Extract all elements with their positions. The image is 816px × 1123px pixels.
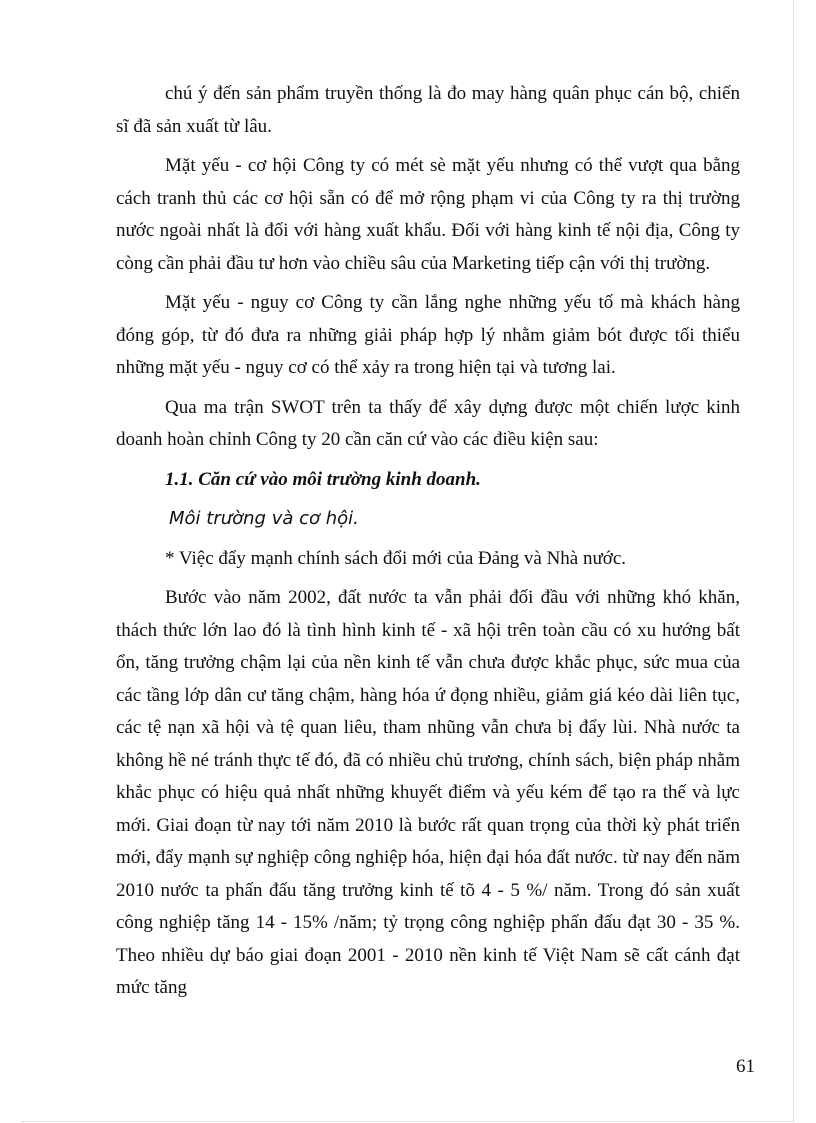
paragraph-weakness-opportunity: Mặt yếu - cơ hội Công ty có mét sè mặt yếu nhưng có thể vượt qua bằng cách tranh thủ các cơ hội sẵn có để mở rộng phạm vi của Công ty ra thị trường nước ngoài nhất là đối với hàng xuất khẩu. Đối với hàng kinh tế nội địa, Công ty còng cần phải đầu tư hơn vào chiều sâu của Marketing tiếp cận với thị trường. [116, 155, 740, 274]
body-paragraph: Bước vào năm 2002, đất nước ta vẫn phải đối đầu với những khó khăn, thách thức lớn lao đó là tình hình kinh tế - xã hội trên toàn cầu có xu hướng bất ổn, tăng trưởng chậm lại của nền kinh tế vẫn chưa được khắc phục, sức mua của các tầng lớp dân cư tăng chậm, hàng hóa ứ đọng nhiều, giảm giá kéo dài liên tục, các tệ nạn xã hội và tệ quan liêu, tham nhũng vẫn chưa bị đẩy lùi. Nhà nước ta không hề né tránh thực tế đó, đã có nhiều chủ trương, chính sách, biện pháp nhằm khắc phục có hiệu quả nhất những khuyết điểm và yếu kém để tạo ra thế và lực mới. Giai đoạn từ nay tới năm 2010 là bước rất quan trọng của thời kỳ phát triển mới, đẩy mạnh sự nghiệp công nghiệp hóa, hiện đại hóa đất nước. từ nay đến năm 2010 nước ta phấn đấu tăng trưởng kinh tế tõ 4 - 5 %/ năm. Trong đó sản xuất công nghiệp tăng 14 - 15% /năm; tỷ trọng công nghiệp phấn đấu đạt 30 - 35 %. Theo nhiều dự báo giai đoạn 2001 - 2010 nền kinh tế Việt Nam sẽ cất cánh đạt mức tăng [116, 587, 740, 998]
page-bottom-border [22, 1121, 794, 1122]
paragraph-continuation: chú ý đến sản phẩm truyền thống là đo may hàng quân phục cán bộ, chiến sĩ đã sản xuất từ lâu. [116, 83, 740, 137]
paragraph-weakness-threat: Mặt yếu - nguy cơ Công ty cần lắng nghe những yếu tố mà khách hàng đóng góp, từ đó đưa ra những giải pháp hợp lý nhằm giảm bót được tối thiểu những mặt yếu - nguy cơ có thể xảy ra trong hiện tại và tương lai. [116, 292, 740, 378]
bullet-item: * Việc đẩy mạnh chính sách đổi mới của Đảng và Nhà nước. [165, 547, 627, 569]
paragraph-swot-conclusion: Qua ma trận SWOT trên ta thấy để xây dựng được một chiến lược kinh doanh hoàn chỉnh Công ty 20 cần căn cứ vào các điều kiện sau: [116, 396, 740, 450]
page-number: 61 [736, 1056, 755, 1077]
page-right-border [793, 0, 794, 1121]
subsection-heading: Môi trường và cơ hội. [169, 508, 359, 529]
section-heading: 1.1. Căn cứ vào môi trường kinh doanh. [165, 468, 481, 490]
page-content [116, 78, 740, 1012]
